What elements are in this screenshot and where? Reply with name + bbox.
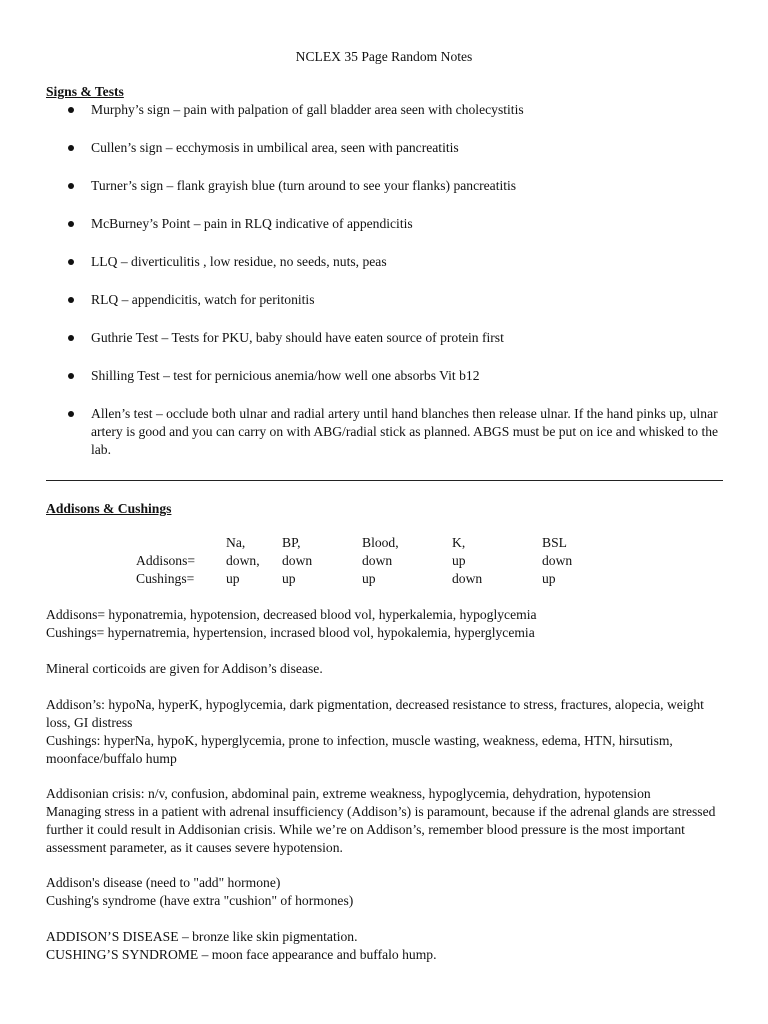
text-line: Addison's disease (need to "add" hormone) (46, 875, 281, 890)
section-heading-addisons-cushings: Addisons & Cushings (46, 501, 172, 516)
horizontal-divider (46, 480, 723, 481)
appearance-paragraph (46, 928, 726, 964)
text-line: Addisons= hyponatremia, hypotension, decreased blood vol, hyperkalemia, hypoglycemia (46, 607, 537, 622)
table-cell: up (226, 571, 240, 586)
section-heading-signs-tests: Signs & Tests (46, 84, 124, 99)
text-line: Cushings: hyperNa, hypoK, hyperglycemia, prone to infection, muscle wasting, weakness, edema, HTN, hirsutism, moonface/buffalo hump (46, 733, 673, 766)
bullet-icon (68, 183, 74, 189)
text-line: ADDISON’S DISEASE – bronze like skin pigmentation. (46, 929, 358, 944)
bullet-icon (68, 373, 74, 379)
table-row (136, 552, 602, 570)
list-item (46, 177, 726, 195)
bullet-icon (68, 221, 74, 227)
summary-paragraph (46, 606, 726, 642)
table-header-row (136, 534, 602, 552)
document-title: NCLEX 35 Page Random Notes (295, 49, 473, 64)
table-cell: down (362, 553, 393, 568)
list-item (46, 253, 726, 271)
list-item-text: Cullen’s sign – ecchymosis in umbilical area, seen with pancreatitis (91, 140, 459, 155)
list-item (46, 405, 726, 459)
table-cell: K, (452, 535, 466, 550)
table-cell: down, (226, 553, 260, 568)
table-cell: Blood, (362, 535, 399, 550)
table-cell: up (452, 553, 466, 568)
text-line: Cushing's syndrome (have extra "cushion" of hormones) (46, 893, 354, 908)
table-cell: BSL (542, 535, 567, 550)
text-line: Addisonian crisis: n/v, confusion, abdominal pain, extreme weakness, hypoglycemia, dehydration, hypotension (46, 786, 651, 801)
table-cell: Cushings= (136, 571, 195, 586)
bullet-icon (68, 259, 74, 265)
table-cell: down (542, 553, 573, 568)
addisonian-crisis-paragraph (46, 785, 726, 857)
table-cell (136, 534, 226, 552)
table-cell: down (452, 571, 483, 586)
text-line: Addison’s: hypoNa, hyperK, hypoglycemia, dark pigmentation, decreased resistance to stress, fractures, alopecia, weight loss, GI distress (46, 697, 704, 730)
list-item (46, 291, 726, 309)
text-line: Mineral corticoids are given for Addison’s disease. (46, 661, 323, 676)
comparison-table (136, 534, 602, 588)
list-item-text: Turner’s sign – flank grayish blue (turn around to see your flanks) pancreatitis (91, 178, 517, 193)
mnemonic-paragraph (46, 874, 726, 910)
list-item-text: Murphy’s sign – pain with palpation of gall bladder area seen with cholecystitis (91, 102, 524, 117)
list-item-text: LLQ – diverticulitis , low residue, no seeds, nuts, peas (91, 254, 387, 269)
table-cell: down (282, 553, 313, 568)
list-item-text: Guthrie Test – Tests for PKU, baby should have eaten source of protein first (91, 330, 504, 345)
table-cell: Na, (226, 535, 246, 550)
table-cell: up (542, 571, 556, 586)
table-row (136, 570, 602, 588)
list-item (46, 101, 726, 119)
list-item (46, 329, 726, 347)
table-cell: up (362, 571, 376, 586)
list-item (46, 367, 726, 385)
bullet-icon (68, 335, 74, 341)
text-line: Cushings= hypernatremia, hypertension, incrased blood vol, hypokalemia, hyperglycemia (46, 625, 535, 640)
list-item-text: McBurney’s Point – pain in RLQ indicative of appendicitis (91, 216, 413, 231)
symptoms-paragraph (46, 696, 726, 768)
signs-tests-list (46, 101, 726, 479)
bullet-icon (68, 107, 74, 113)
list-item-text: Shilling Test – test for pernicious anemia/how well one absorbs Vit b12 (91, 368, 480, 383)
list-item (46, 215, 726, 233)
text-line: Managing stress in a patient with adrenal insufficiency (Addison’s) is paramount, because if the adrenal glands are stressed further it could result in Addisonian crisis. While we’re on Addison’s, remember blood pressure is the most important assessment parameter, as it causes severe hypotension. (46, 804, 716, 855)
list-item-text: RLQ – appendicitis, watch for peritonitis (91, 292, 315, 307)
bullet-icon (68, 145, 74, 151)
mineral-corticoids-paragraph (46, 660, 726, 678)
table-cell: BP, (282, 535, 301, 550)
table-cell: up (282, 571, 296, 586)
bullet-icon (68, 411, 74, 417)
list-item (46, 139, 726, 157)
text-line: CUSHING’S SYNDROME – moon face appearance and buffalo hump. (46, 947, 437, 962)
table-cell: Addisons= (136, 553, 196, 568)
bullet-icon (68, 297, 74, 303)
list-item-text: Allen’s test – occlude both ulnar and radial artery until hand blanches then release ulnar. If the hand pinks up, ulnar artery is good and you can carry on with ABG/radial stick as planned. ABGS must be put on ice and whisked to the lab. (91, 406, 719, 457)
